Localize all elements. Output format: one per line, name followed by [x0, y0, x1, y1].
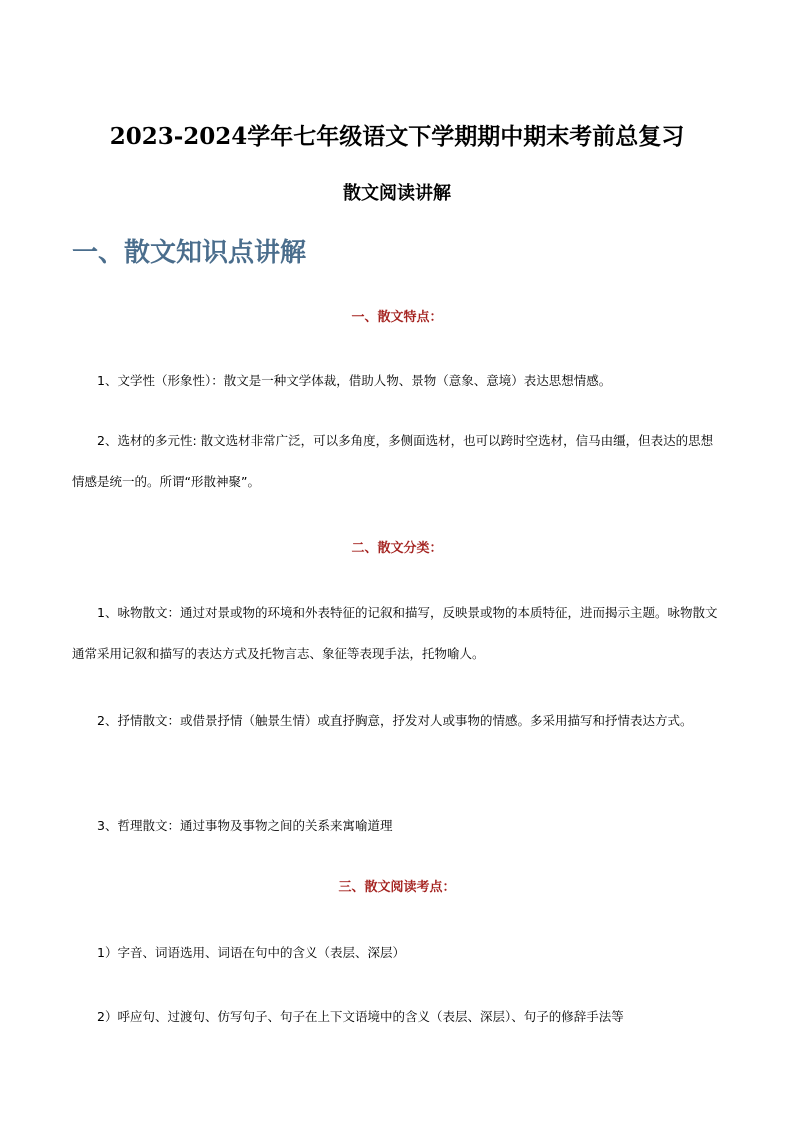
sub-heading-exam-points: 三、散文阅读考点：: [338, 880, 456, 895]
document-title: 2023-2024学年七年级语文下学期期中期末考前总复习: [109, 123, 685, 150]
paragraph-literary: 1、文学性（形象性）：散文是一种文学体裁，借助人物、景物（意象、意境）表达思想情感。: [97, 373, 612, 388]
paragraph-lyrical-prose: 2、抒情散文：或借景抒情（触景生情）或直抒胸意，抒发对人或事物的情感。多采用描写和抒情表达方式。: [97, 713, 693, 728]
paragraph-philosophical-prose: 3、哲理散文：通过事物及事物之间的关系来寓喻道理: [97, 818, 393, 833]
paragraph-object-prose: 1、咏物散文：通过对景或物的环境和外表特征的记叙和描写，反映景或物的本质特征，进而揭示主题。咏物散文通常采用记叙和描写的表达方式及托物言志、象征等表现手法，托物喻人。: [72, 605, 718, 661]
list-item-exam-point-2: 2）呼应句、过渡句、仿写句子、句子在上下文语境中的含义（表层、深层）、句子的修辞手法等: [97, 1009, 624, 1024]
sub-heading-features: 一、散文特点：: [351, 310, 443, 325]
paragraph-material: 2、选材的多元性: 散文选材非常广泛，可以多角度，多侧面选材，也可以跨时空选材，信马由缰，但表达的思想情感是统一的。所谓“形散神聚”。: [72, 433, 714, 489]
document-subtitle: 散文阅读讲解: [343, 183, 451, 204]
list-item-exam-point-1: 1）字音、词语选用、词语在句中的含义（表层、深层）: [97, 945, 405, 960]
section-heading: 一、散文知识点讲解: [72, 238, 307, 268]
sub-heading-categories: 二、散文分类：: [351, 541, 443, 556]
